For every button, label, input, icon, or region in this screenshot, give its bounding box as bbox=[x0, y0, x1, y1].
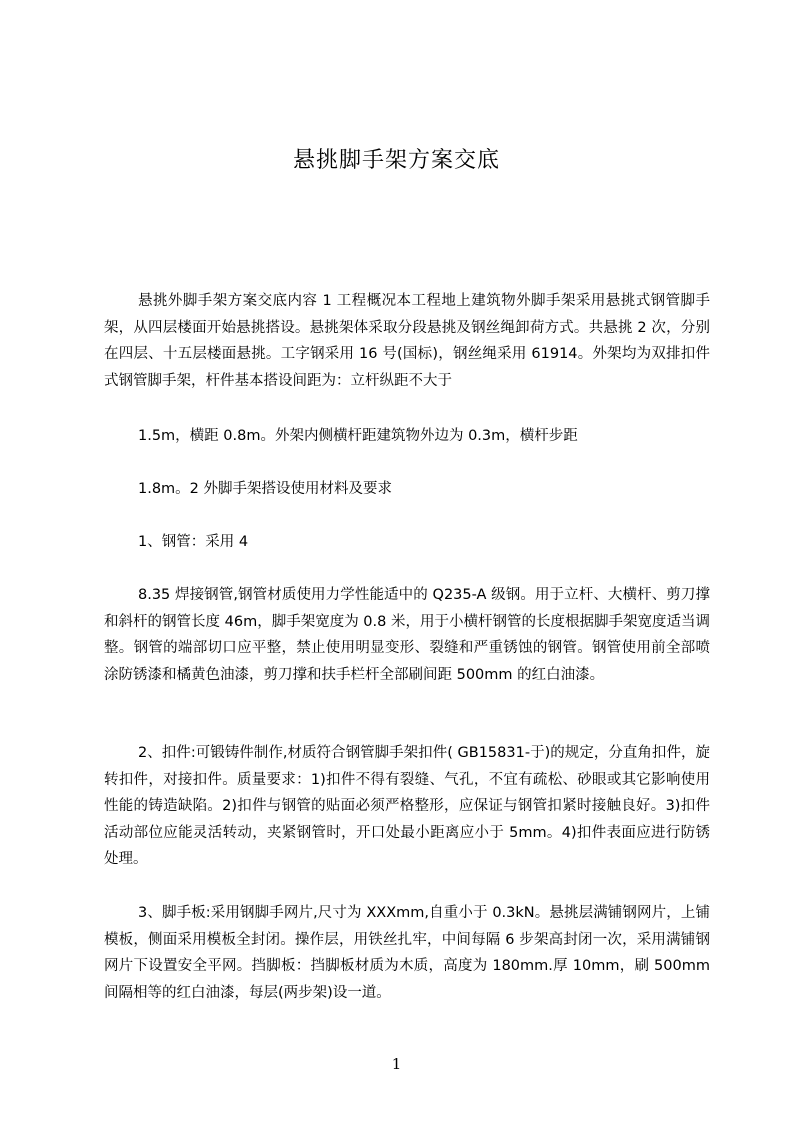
paragraph-overview: 悬挑外脚手架方案交底内容 1 工程概况本工程地上建筑物外脚手架采用悬挑式钢管脚手架，从四层楼面开始悬挑搭设。悬挑架体采取分段悬挑及钢丝绳卸荷方式。共悬挑 2 次，分别在四层、十五层楼面悬挑。工字钢采用 16 号(国标)，钢丝绳采用 61914。外架均为双排扣件式钢管脚手架，杆件基本搭设间距为：立杆纵距不大于 bbox=[104, 293, 710, 389]
paragraph-spacing: 1.5m，横距 0.8m。外架内侧横杆距建筑物外边为 0.3m，横杆步距 bbox=[138, 428, 578, 444]
paragraph-steel-pipe: 8.35 焊接钢管,钢管材质使用力学性能适中的 Q235-A 级钢。用于立杆、大横杆、剪刀撑和斜杆的钢管长度 46m，脚手架宽度为 0.8 米，用于小横杆钢管的长度根据脚手架宽度适当调整。钢管的端部切口应平整，禁止使用明显变形、裂缝和严重锈蚀的钢管。钢管使用前全部喷涂防锈漆和橘黄色油漆，剪刀撑和扶手栏杆全部刷间距 500mm 的红白油漆。 bbox=[104, 587, 710, 683]
paragraph-fasteners: 2、扣件:可锻铸件制作,材质符合钢管脚手架扣件( GB15831-于)的规定，分直角扣件，旋转扣件，对接扣件。质量要求：1)扣件不得有裂缝、气孔，不宜有疏松、砂眼或其它影响使用性能的铸造缺陷。2)扣件与钢管的贴面必须严格整形，应保证与钢管扣紧时接触良好。3)扣件活动部位应能灵活转动，夹紧钢管时，开口处最小距离应小于 5mm。4)扣件表面应进行防锈处理。 bbox=[104, 745, 710, 867]
page-number: 1 bbox=[391, 1055, 402, 1073]
paragraph-materials-heading: 1.8m。2 外脚手架搭设使用材料及要求 bbox=[138, 481, 393, 497]
document-title: 悬挑脚手架方案交底 bbox=[292, 148, 500, 173]
paragraph-steel-pipe-heading: 1、钢管：采用 4 bbox=[138, 534, 249, 550]
paragraph-scaffold-board: 3、脚手板:采用钢脚手网片,尺寸为 XXXmm,自重小于 0.3kN。悬挑层满铺钢网片，上铺模板，侧面采用模板全封闭。操作层，用铁丝扎牢，中间每隔 6 步架高封闭一次，采用满铺钢网片下设置安全平网。挡脚板：挡脚板材质为木质，高度为 180mm.厚 10mm，刷 500mm 间隔相等的红白油漆，每层(两步架)设一道。 bbox=[104, 905, 710, 1001]
